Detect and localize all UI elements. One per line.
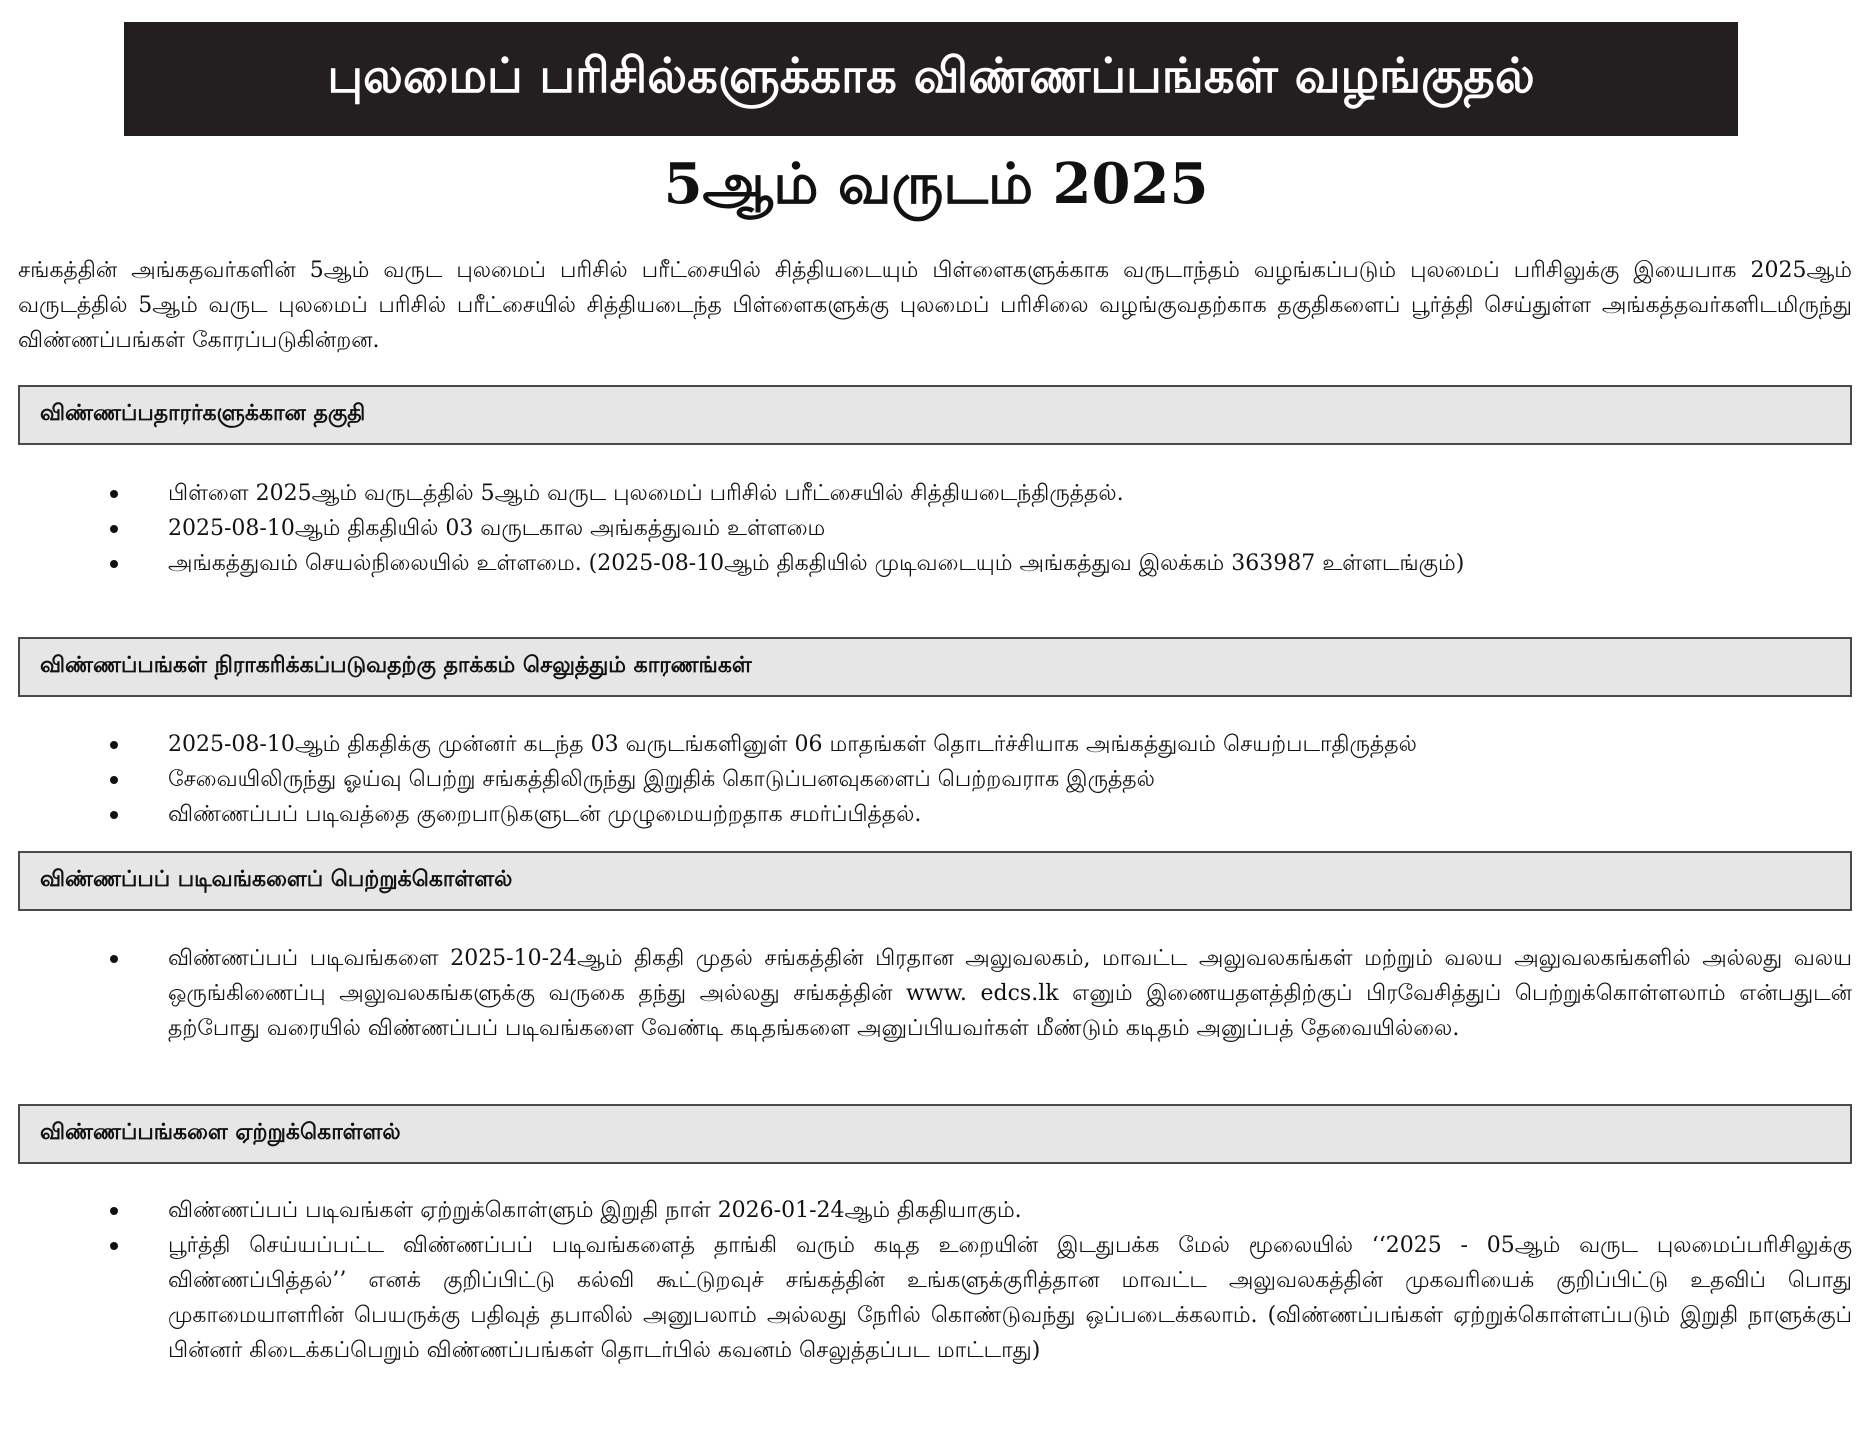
obtaining-forms-list <box>0 941 1872 1046</box>
list-item-text: 2025-08-10ஆம் திகதியில் 03 வருடகால அங்கத்துவம் உள்ளமை <box>168 516 826 541</box>
section-heading-eligibility <box>18 385 1852 445</box>
list-item-text: விண்ணப்பப் படிவங்களை 2025-10-24ஆம் திகதி முதல் சங்கத்தின் பிரதான அலுவலகம், மாவட்ட அலுவலகங்கள் மற்றும் வலய அலுவலகங்களில் அல்லது வலய ஒருங்கிணைப்பு அலுவலகங்களுக்கு வருகை தந்து அல்லது சங்கத்தின் www. edcs.lk எனும் இணையதளத்திற்குப் பிரவேசித்துப் பெற்றுக்கொள்ளலாம் என்பதுடன் தற்போது வரையில் விண்ணப்பப் படிவங்களை வேண்டி கடிதங்களை அனுப்பியவர்கள் மீண்டும் கடிதம் அனுப்பத் தேவையில்லை. <box>168 946 1852 1041</box>
bullet-icon <box>110 560 118 568</box>
accepting-applications-list <box>0 1193 1872 1368</box>
section-heading-text: விண்ணப்பங்களை ஏற்றுக்கொள்ளல் <box>40 1120 401 1145</box>
list-item-text: விண்ணப்பப் படிவங்கள் ஏற்றுக்கொள்ளும் இறுதி நாள் 2026-01-24ஆம் திகதியாகும். <box>168 1198 1022 1223</box>
bullet-icon <box>110 741 118 749</box>
section-heading-text: விண்ணப்பங்கள் நிராகரிக்கப்படுவதற்கு தாக்கம் செலுத்தும் காரணங்கள் <box>40 653 752 678</box>
list-item <box>0 476 1872 511</box>
page-title: புலமைப் பரிசில்களுக்காக விண்ணப்பங்கள் வழங்குதல் <box>327 48 1535 104</box>
section-heading-text: விண்ணப்பதாரர்களுக்கான தகுதி <box>40 401 366 426</box>
bullet-icon <box>110 525 118 533</box>
title-banner <box>124 22 1738 136</box>
rejection-reasons-list <box>0 727 1872 832</box>
list-item <box>0 727 1872 762</box>
list-item-text: அங்கத்துவம் செயல்நிலையில் உள்ளமை. (2025-08-10ஆம் திகதியில் முடிவடையும் அங்கத்துவ இலக்கம் 363987 உள்ளடங்கும்) <box>168 551 1465 576</box>
page-subtitle: 5ஆம் வருடம் 2025 <box>663 151 1209 217</box>
bullet-icon <box>110 955 118 963</box>
section-heading-rejection-reasons <box>18 637 1852 697</box>
bullet-icon <box>110 811 118 819</box>
section-heading-obtaining-forms <box>18 851 1852 911</box>
list-item-text: விண்ணப்பப் படிவத்தை குறைபாடுகளுடன் முழுமையற்றதாக சமர்ப்பித்தல். <box>168 802 922 827</box>
list-item <box>0 1228 1872 1368</box>
list-item-text: பிள்ளை 2025ஆம் வருடத்தில் 5ஆம் வருட புலமைப் பரிசில் பரீட்சையில் சித்தியடைந்திருத்தல். <box>168 481 1124 506</box>
section-heading-accepting-applications <box>18 1104 1852 1164</box>
eligibility-list <box>0 476 1872 581</box>
list-item-text: 2025-08-10ஆம் திகதிக்கு முன்னர் கடந்த 03 வருடங்களினுள் 06 மாதங்கள் தொடர்ச்சியாக அங்கத்துவம் செயற்படாதிருத்தல் <box>168 732 1417 757</box>
bullet-icon <box>110 776 118 784</box>
list-item-text: சேவையிலிருந்து ஓய்வு பெற்று சங்கத்திலிருந்து இறுதிக் கொடுப்பனவுகளைப் பெற்றவராக இருத்தல் <box>168 767 1155 792</box>
list-item <box>0 797 1872 832</box>
section-heading-text: விண்ணப்பப் படிவங்களைப் பெற்றுக்கொள்ளல் <box>40 867 513 892</box>
intro-paragraph: சங்கத்தின் அங்கதவர்களின் 5ஆம் வருட புலமைப் பரிசில் பரீட்சையில் சித்தியடையும் பிள்ளைகளுக்காக வருடாந்தம் வழங்கப்படும் புலமைப் பரிசிலுக்கு இயைபாக 2025ஆம் வருடத்தில் 5ஆம் வருட புலமைப் பரிசில் பரீட்சையில் சித்தியடைந்த பிள்ளைகளுக்கு புலமைப் பரிசிலை வழங்குவதற்காக தகுதிகளைப் பூர்த்தி செய்துள்ள அங்கத்தவர்களிடமிருந்து விண்ணப்பங்கள் கோரப்படுகின்றன. <box>18 258 1852 353</box>
list-item <box>0 546 1872 581</box>
list-item <box>0 941 1872 1046</box>
list-item-text: பூர்த்தி செய்யப்பட்ட விண்ணப்பப் படிவங்களைத் தாங்கி வரும் கடித உறையின் இடதுபக்க மேல் மூலையில் ‘‘2025 - 05ஆம் வருட புலமைப்பரிசிலுக்கு விண்ணப்பித்தல்’’ எனக் குறிப்பிட்டு கல்வி கூட்டுறவுச் சங்கத்தின் உங்களுக்குரித்தான மாவட்ட அலுவலகத்தின் முகவரியைக் குறிப்பிட்டு உதவிப் பொது முகாமையாளரின் பெயருக்கு பதிவுத் தபாலில் அனுபலாம் அல்லது நேரில் கொண்டுவந்து ஒப்படைக்கலாம். (விண்ணப்பங்கள் ஏற்றுக்கொள்ளப்படும் இறுதி நாளுக்குப் பின்னர் கிடைக்கப்பெறும் விண்ணப்பங்கள் தொடர்பில் கவனம் செலுத்தப்பட மாட்டாது) <box>168 1233 1852 1363</box>
bullet-icon <box>110 490 118 498</box>
list-item <box>0 511 1872 546</box>
bullet-icon <box>110 1207 118 1215</box>
list-item <box>0 1193 1872 1228</box>
bullet-icon <box>110 1242 118 1250</box>
list-item <box>0 762 1872 797</box>
